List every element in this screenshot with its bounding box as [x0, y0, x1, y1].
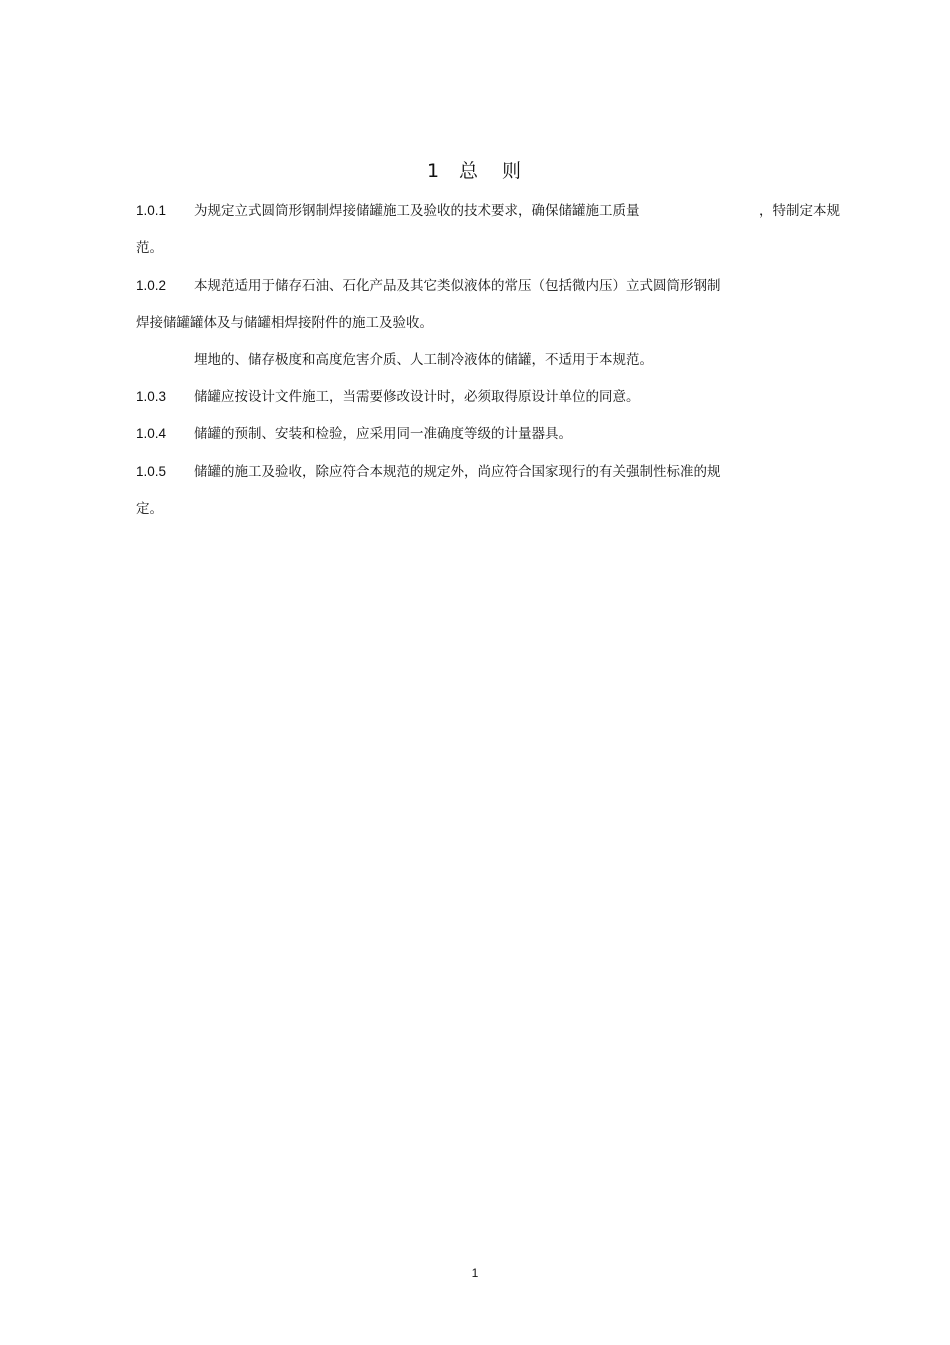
- clause-text: 储罐应按设计文件施工，当需要修改设计时，必须取得原设计单位的同意。: [194, 389, 640, 405]
- clause-1-0-5-line-1: [136, 463, 721, 481]
- clause-1-0-4-line-1: [136, 425, 572, 443]
- clause-number: 1.0.5: [136, 464, 167, 479]
- clause-number: 1.0.2: [136, 278, 167, 293]
- clause-1-0-2-line-1: [136, 277, 721, 295]
- clause-1-0-5-line-2: 定。: [136, 501, 163, 517]
- clause-1-0-1-line-2: 范。: [136, 240, 163, 256]
- chapter-title-char-2: 则: [502, 160, 524, 182]
- clause-number: 1.0.4: [136, 426, 167, 441]
- clause-1-0-1-line-1-tail: ，特制定本规: [759, 203, 840, 219]
- clause-text: 为规定立式圆筒形钢制焊接储罐施工及验收的技术要求，确保储罐施工质量: [194, 203, 640, 219]
- clause-number: 1.0.3: [136, 389, 167, 404]
- chapter-number: 1: [426, 160, 442, 182]
- page-number: 1: [471, 1266, 479, 1280]
- chapter-title-char-1: 总: [459, 160, 481, 182]
- clause-1-0-2-line-2: 焊接储罐罐体及与储罐相焊接附件的施工及验收。: [136, 315, 433, 331]
- clause-1-0-2-line-3: 埋地的、储存极度和高度危害介质、人工制冷液体的储罐，不适用于本规范。: [194, 352, 653, 368]
- clause-number: 1.0.1: [136, 203, 167, 218]
- clause-text: 本规范适用于储存石油、石化产品及其它类似液体的常压（包括微内压）立式圆筒形钢制: [194, 278, 721, 294]
- clause-1-0-1-line-1: [136, 202, 640, 220]
- clause-text: 储罐的预制、安装和检验，应采用同一准确度等级的计量器具。: [194, 426, 572, 442]
- clause-1-0-3-line-1: [136, 388, 640, 406]
- chapter-title: [0, 156, 950, 183]
- clause-text: 储罐的施工及验收，除应符合本规范的规定外，尚应符合国家现行的有关强制性标准的规: [194, 464, 721, 480]
